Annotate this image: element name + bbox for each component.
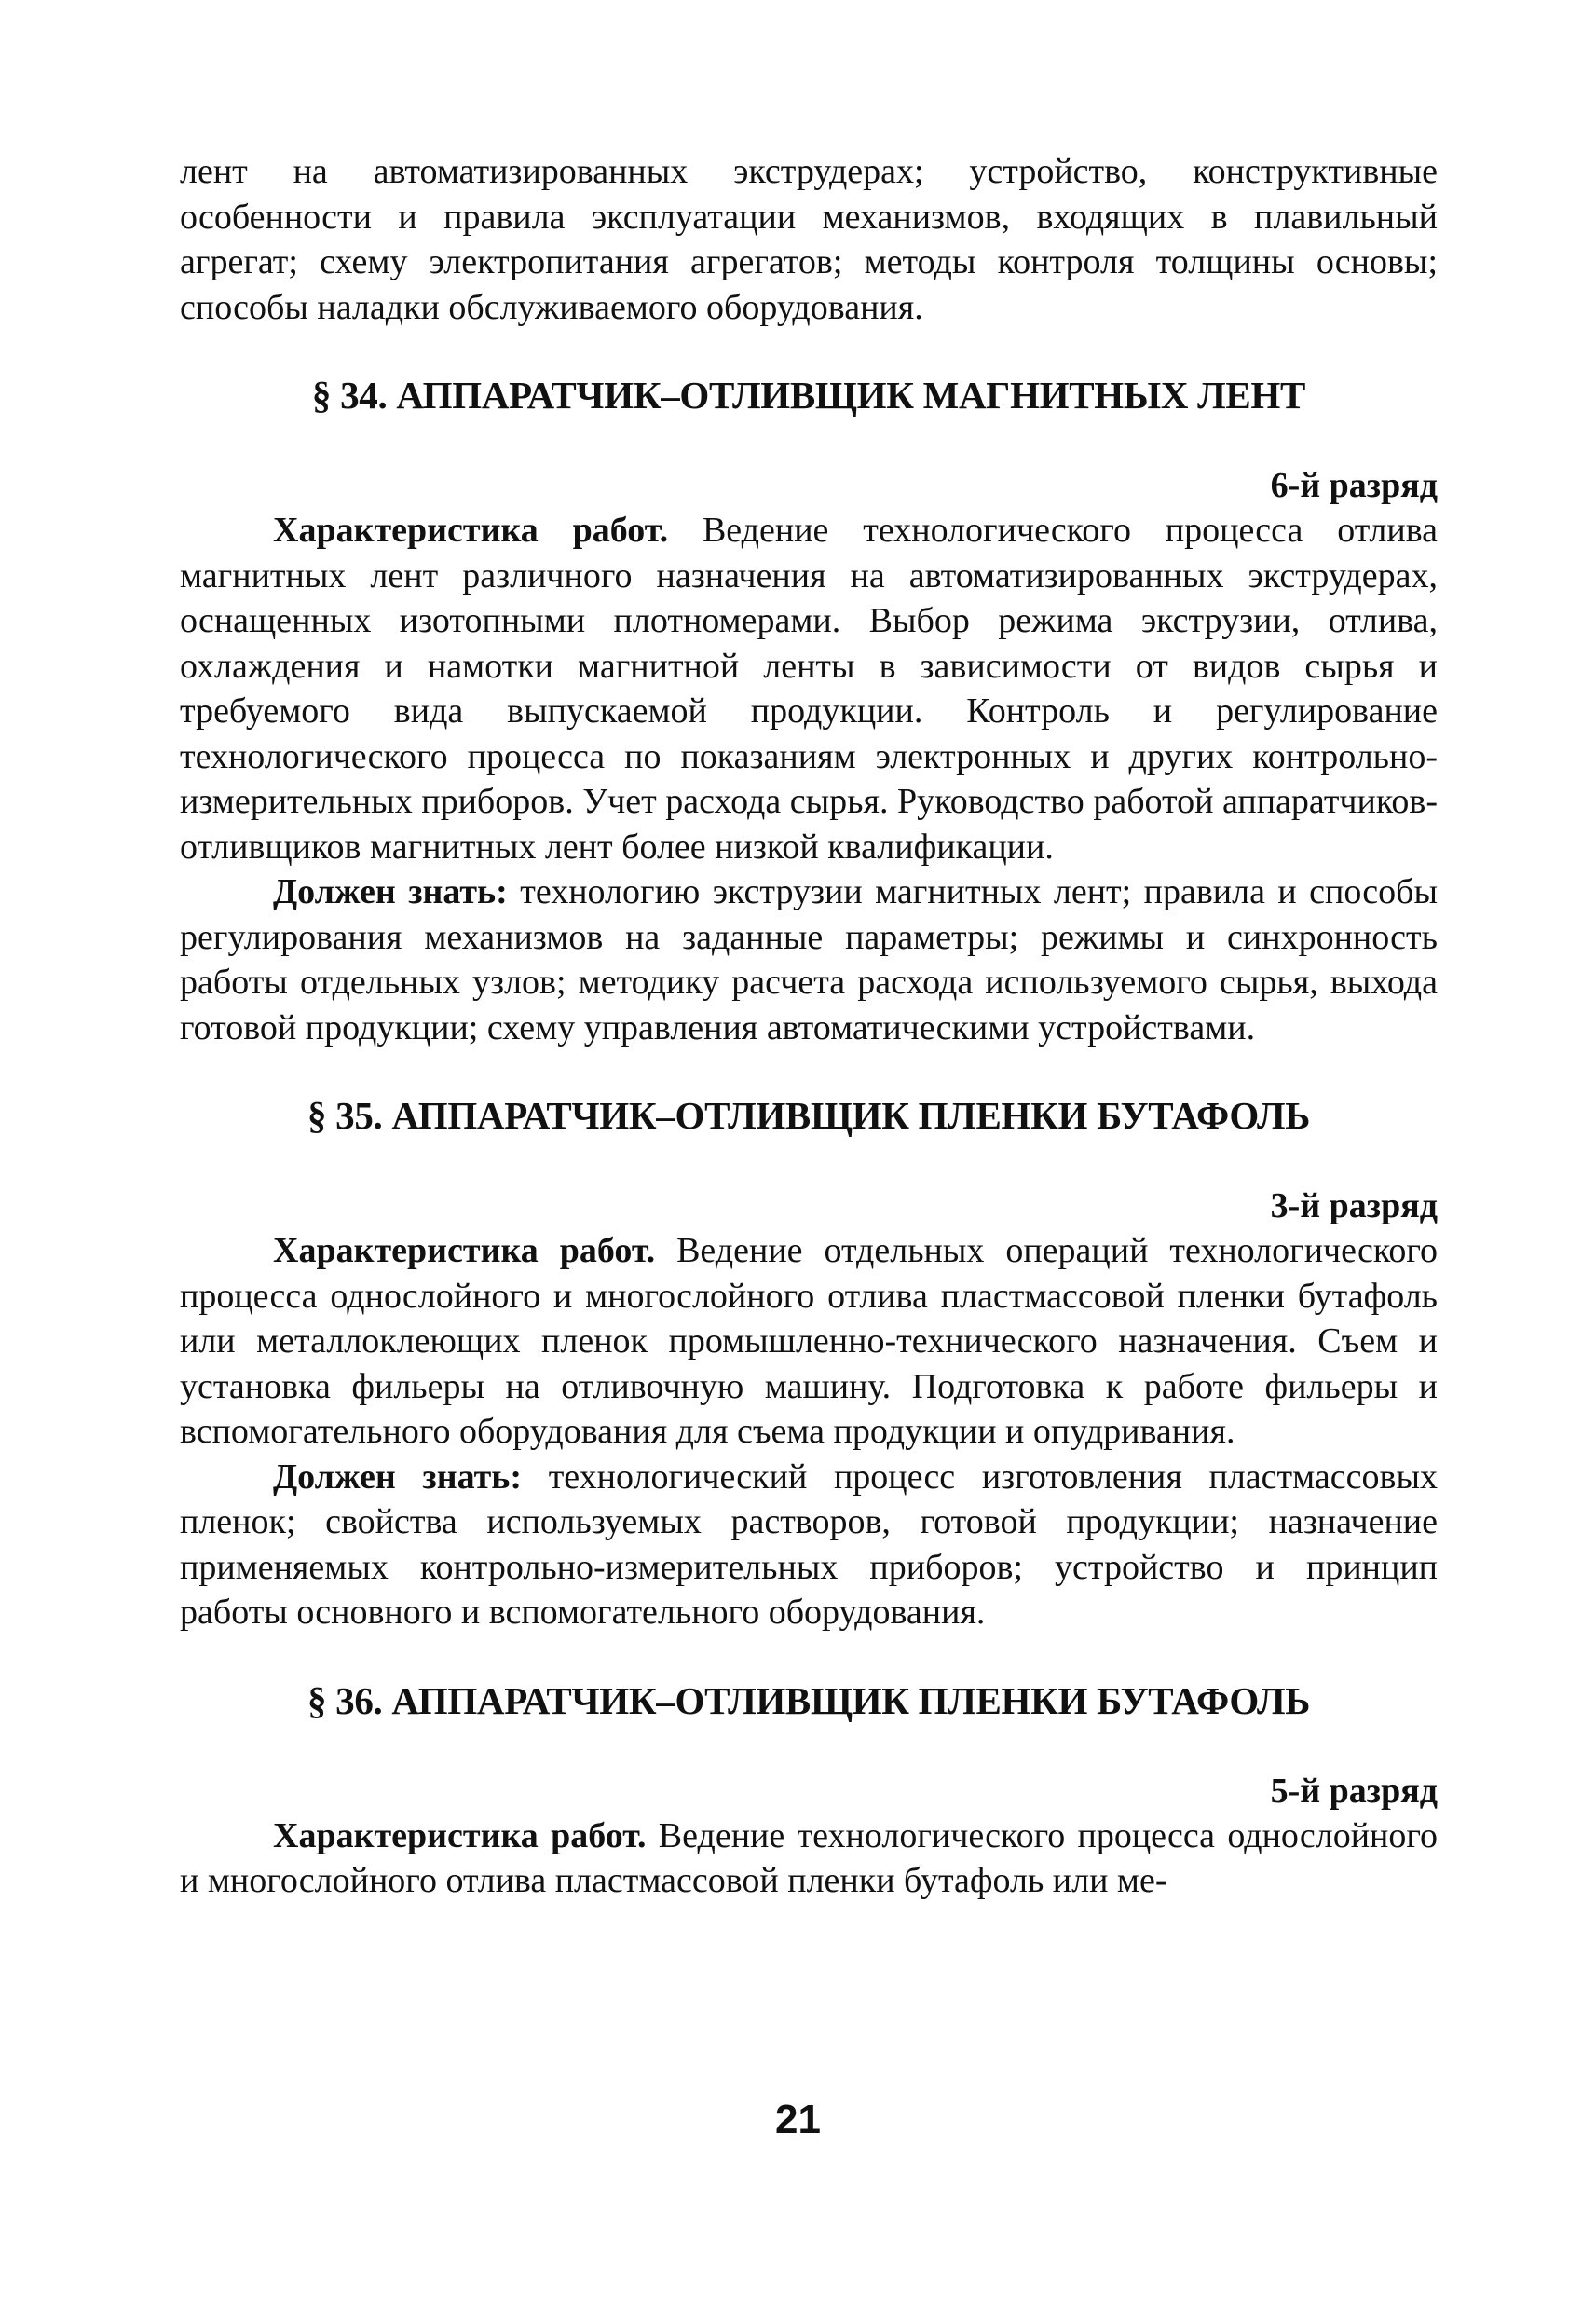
section-grade-34: 6-й разряд <box>1270 466 1438 505</box>
page-number: 21 <box>775 2097 821 2142</box>
work-label: Характеристика работ. <box>273 1231 656 1270</box>
intro-paragraph: лент на автоматизированных экструдерах; устройство, конструктивные особенности и правила эксплуатации механизмов, входящих в плавильный агрегат; схему электропитания агрегатов; методы контроля толщины основы; способы наладки обслуживаемого оборудования. <box>180 152 1438 327</box>
know-label: Должен знать: <box>273 1457 523 1497</box>
work-text: Ведение технологического процесса однослойного и многослойного отлива пластмассовой пленки бутафоль или ме- <box>180 1815 1439 1900</box>
section-grade-36: 5-й разряд <box>1270 1771 1438 1811</box>
knowledge-35 <box>180 1455 1438 1635</box>
section-grade-35: 3-й разряд <box>1270 1186 1438 1225</box>
work-description-34 <box>180 508 1438 869</box>
work-label: Характеристика работ. <box>273 1815 647 1855</box>
section-heading-36: § 36. АППАРАТЧИК–ОТЛИВЩИК ПЛЕНКИ БУТАФОЛЬ <box>307 1678 1311 1722</box>
section-heading-34: § 34. АППАРАТЧИК–ОТЛИВЩИК МАГНИТНЫХ ЛЕНТ <box>311 374 1306 417</box>
know-text: технологию экструзии магнитных лент; правила и способы регулирования механизмов на заданные параметры; режимы и синхронность работы отдельных узлов; методику расчета расхода используемого сырья, выхода готовой продукции; схему управления автоматическими устройствами. <box>180 872 1438 1047</box>
work-description-35 <box>180 1228 1438 1455</box>
work-label: Характеристика работ. <box>273 511 669 550</box>
know-label: Должен знать: <box>273 872 508 911</box>
work-text: Ведение отдельных операций технологического процесса однослойного и многослойного отлива пластмассовой пленки бутафоль или металлоклеющих пленок промышленно-технического назначения. Съем и установка фильеры на отливочную машину. Подготовка к работе фильеры и вспомогательного оборудования для съема продукции и опудривания. <box>180 1231 1438 1451</box>
work-description-36 <box>180 1813 1438 1904</box>
work-text: Ведение технологического процесса отлива магнитных лент различного назначения на автоматизированных экструдерах, оснащенных изотопными плотномерами. Выбор режима экструзии, отлива, охлаждения и намотки магнитной ленты в зависимости от видов сырья и требуемого вида выпускаемой продукции. Контроль и регулирование технологического процесса по показаниям электронных и других контрольно-измерительных приборов. Учет расхода сырья. Руководство работой аппаратчиков-отливщиков магнитных лент более низкой квалификации. <box>180 511 1438 867</box>
know-text: технологический процесс изготовления пластмассовых пленок; свойства используемых растворов, готовой продукции; назначение применяемых контрольно-измерительных приборов; устройство и принцип работы основного и вспомогательного оборудования. <box>180 1457 1438 1632</box>
page-body <box>180 149 1438 1904</box>
section-heading-35: § 35. АППАРАТЧИК–ОТЛИВЩИК ПЛЕНКИ БУТАФОЛЬ <box>307 1094 1311 1137</box>
knowledge-34 <box>180 869 1438 1050</box>
